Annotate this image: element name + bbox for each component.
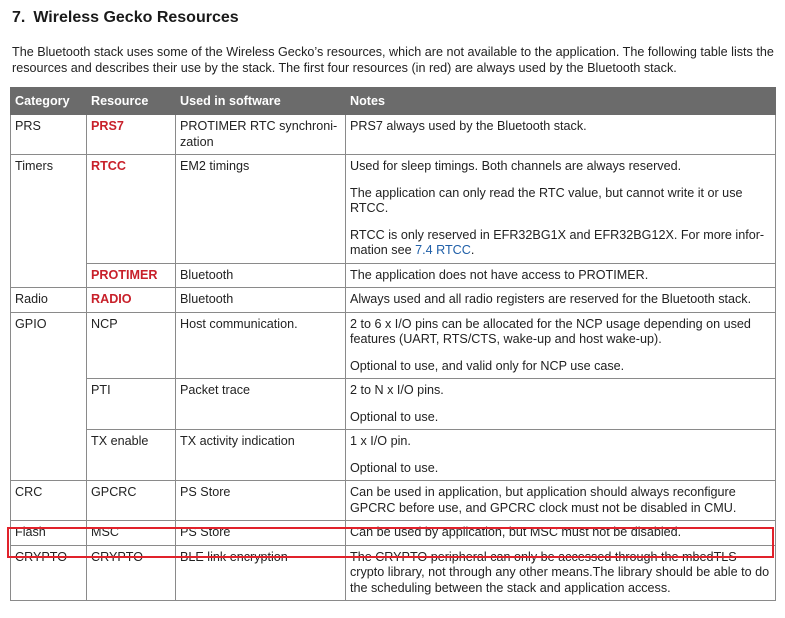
header-used-in-software: Used in software <box>176 88 346 115</box>
note-text-part: RTCC is only reserved in EFR32BG1X and EFR32BG12X. For more infor-mation see <box>350 227 765 257</box>
section-number: 7. <box>12 9 26 26</box>
cell-resource: TX enable <box>87 430 176 481</box>
cell-notes <box>346 430 776 481</box>
table-row-highlighted <box>11 521 776 546</box>
table-row <box>11 155 776 264</box>
note-text: 1 x I/O pin. <box>350 434 411 448</box>
resources-table <box>10 87 776 601</box>
note-text <box>350 228 771 259</box>
cell-software: Host communication. <box>176 312 346 379</box>
note-text-part: . <box>470 243 475 257</box>
cell-software: Packet trace <box>176 379 346 430</box>
cell-resource: GPCRC <box>87 481 176 521</box>
cell-software: Bluetooth <box>176 263 346 288</box>
cell-software: BLE link encryption <box>176 545 346 601</box>
table-row <box>11 312 776 379</box>
header-notes: Notes <box>346 88 776 115</box>
cell-category: Timers <box>11 155 87 288</box>
note-text: PRS7 always used by the Bluetooth stack. <box>350 119 587 133</box>
cell-notes <box>346 155 776 264</box>
cell-category: Flash <box>11 521 87 546</box>
cell-software: Bluetooth <box>176 288 346 313</box>
cell-notes <box>346 481 776 521</box>
table-row <box>11 430 776 481</box>
cell-notes <box>346 263 776 288</box>
table-row <box>11 481 776 521</box>
cell-software: PROTIMER RTC synchroni-zation <box>176 115 346 155</box>
header-resource: Resource <box>87 88 176 115</box>
table-row <box>11 115 776 155</box>
table-row <box>11 545 776 601</box>
cell-notes <box>346 288 776 313</box>
cell-resource: RADIO <box>87 288 176 313</box>
cell-category: PRS <box>11 115 87 155</box>
cell-software: PS Store <box>176 521 346 546</box>
note-text: Can be used by application, but MSC must not be disabled. <box>350 525 682 539</box>
intro-paragraph: The Bluetooth stack uses some of the Wireless Gecko’s resources, which are not available to the application. The following table lists the resources and describes their use by the stack. The first four resources (in red) are always used by the Bluetooth stack. <box>12 45 774 75</box>
cell-resource: PRS7 <box>87 115 176 155</box>
cell-resource: PROTIMER <box>87 263 176 288</box>
cell-category: GPIO <box>11 312 87 481</box>
section-title: Wireless Gecko Resources <box>33 9 239 26</box>
note-text: The application does not have access to PROTIMER. <box>350 267 649 282</box>
cell-notes <box>346 115 776 155</box>
cell-resource: NCP <box>87 312 176 379</box>
note-text: Used for sleep timings. Both channels are always reserved. <box>350 159 682 173</box>
note-text: Can be used in application, but application should always reconfigure GPCRC before use, and GPCRC clock must not be disabled in CMU. <box>350 485 737 515</box>
cell-notes <box>346 545 776 601</box>
cell-software: EM2 timings <box>176 155 346 264</box>
header-category: Category <box>11 88 87 115</box>
table-row <box>11 288 776 313</box>
cell-category: CRC <box>11 481 87 521</box>
note-text: The CRYPTO peripheral can only be accessed through the mbedTLS crypto library, not through any other means.The library should be able to do the scheduling between the stack and application access. <box>350 549 770 595</box>
cell-software: TX activity indication <box>176 430 346 481</box>
note-text: The application can only read the RTC value, but cannot write it or use RTCC. <box>350 185 743 215</box>
cell-notes <box>346 312 776 379</box>
rtcc-section-link[interactable]: 7.4 RTCC <box>415 243 471 257</box>
note-text: 2 to N x I/O pins. <box>350 383 444 397</box>
table-header-row <box>11 88 776 115</box>
cell-resource: PTI <box>87 379 176 430</box>
note-text: 2 to 6 x I/O pins can be allocated for the NCP usage depending on used features (UART, RTS/CTS, wake-up and host wake-up). <box>350 316 751 346</box>
table-row <box>11 263 776 288</box>
cell-resource: MSC <box>87 521 176 546</box>
note-text: Optional to use. <box>350 460 439 475</box>
cell-resource: CRYPTO <box>87 545 176 601</box>
section-heading <box>12 9 239 27</box>
cell-notes <box>346 379 776 430</box>
note-text: Optional to use. <box>350 409 439 424</box>
cell-category: CRYPTO <box>11 545 87 601</box>
note-text: Optional to use, and valid only for NCP use case. <box>350 358 625 373</box>
table-row <box>11 379 776 430</box>
note-text: Always used and all radio registers are reserved for the Bluetooth stack. <box>350 292 752 306</box>
cell-category: Radio <box>11 288 87 313</box>
cell-resource: RTCC <box>87 155 176 264</box>
cell-notes <box>346 521 776 546</box>
cell-software: PS Store <box>176 481 346 521</box>
